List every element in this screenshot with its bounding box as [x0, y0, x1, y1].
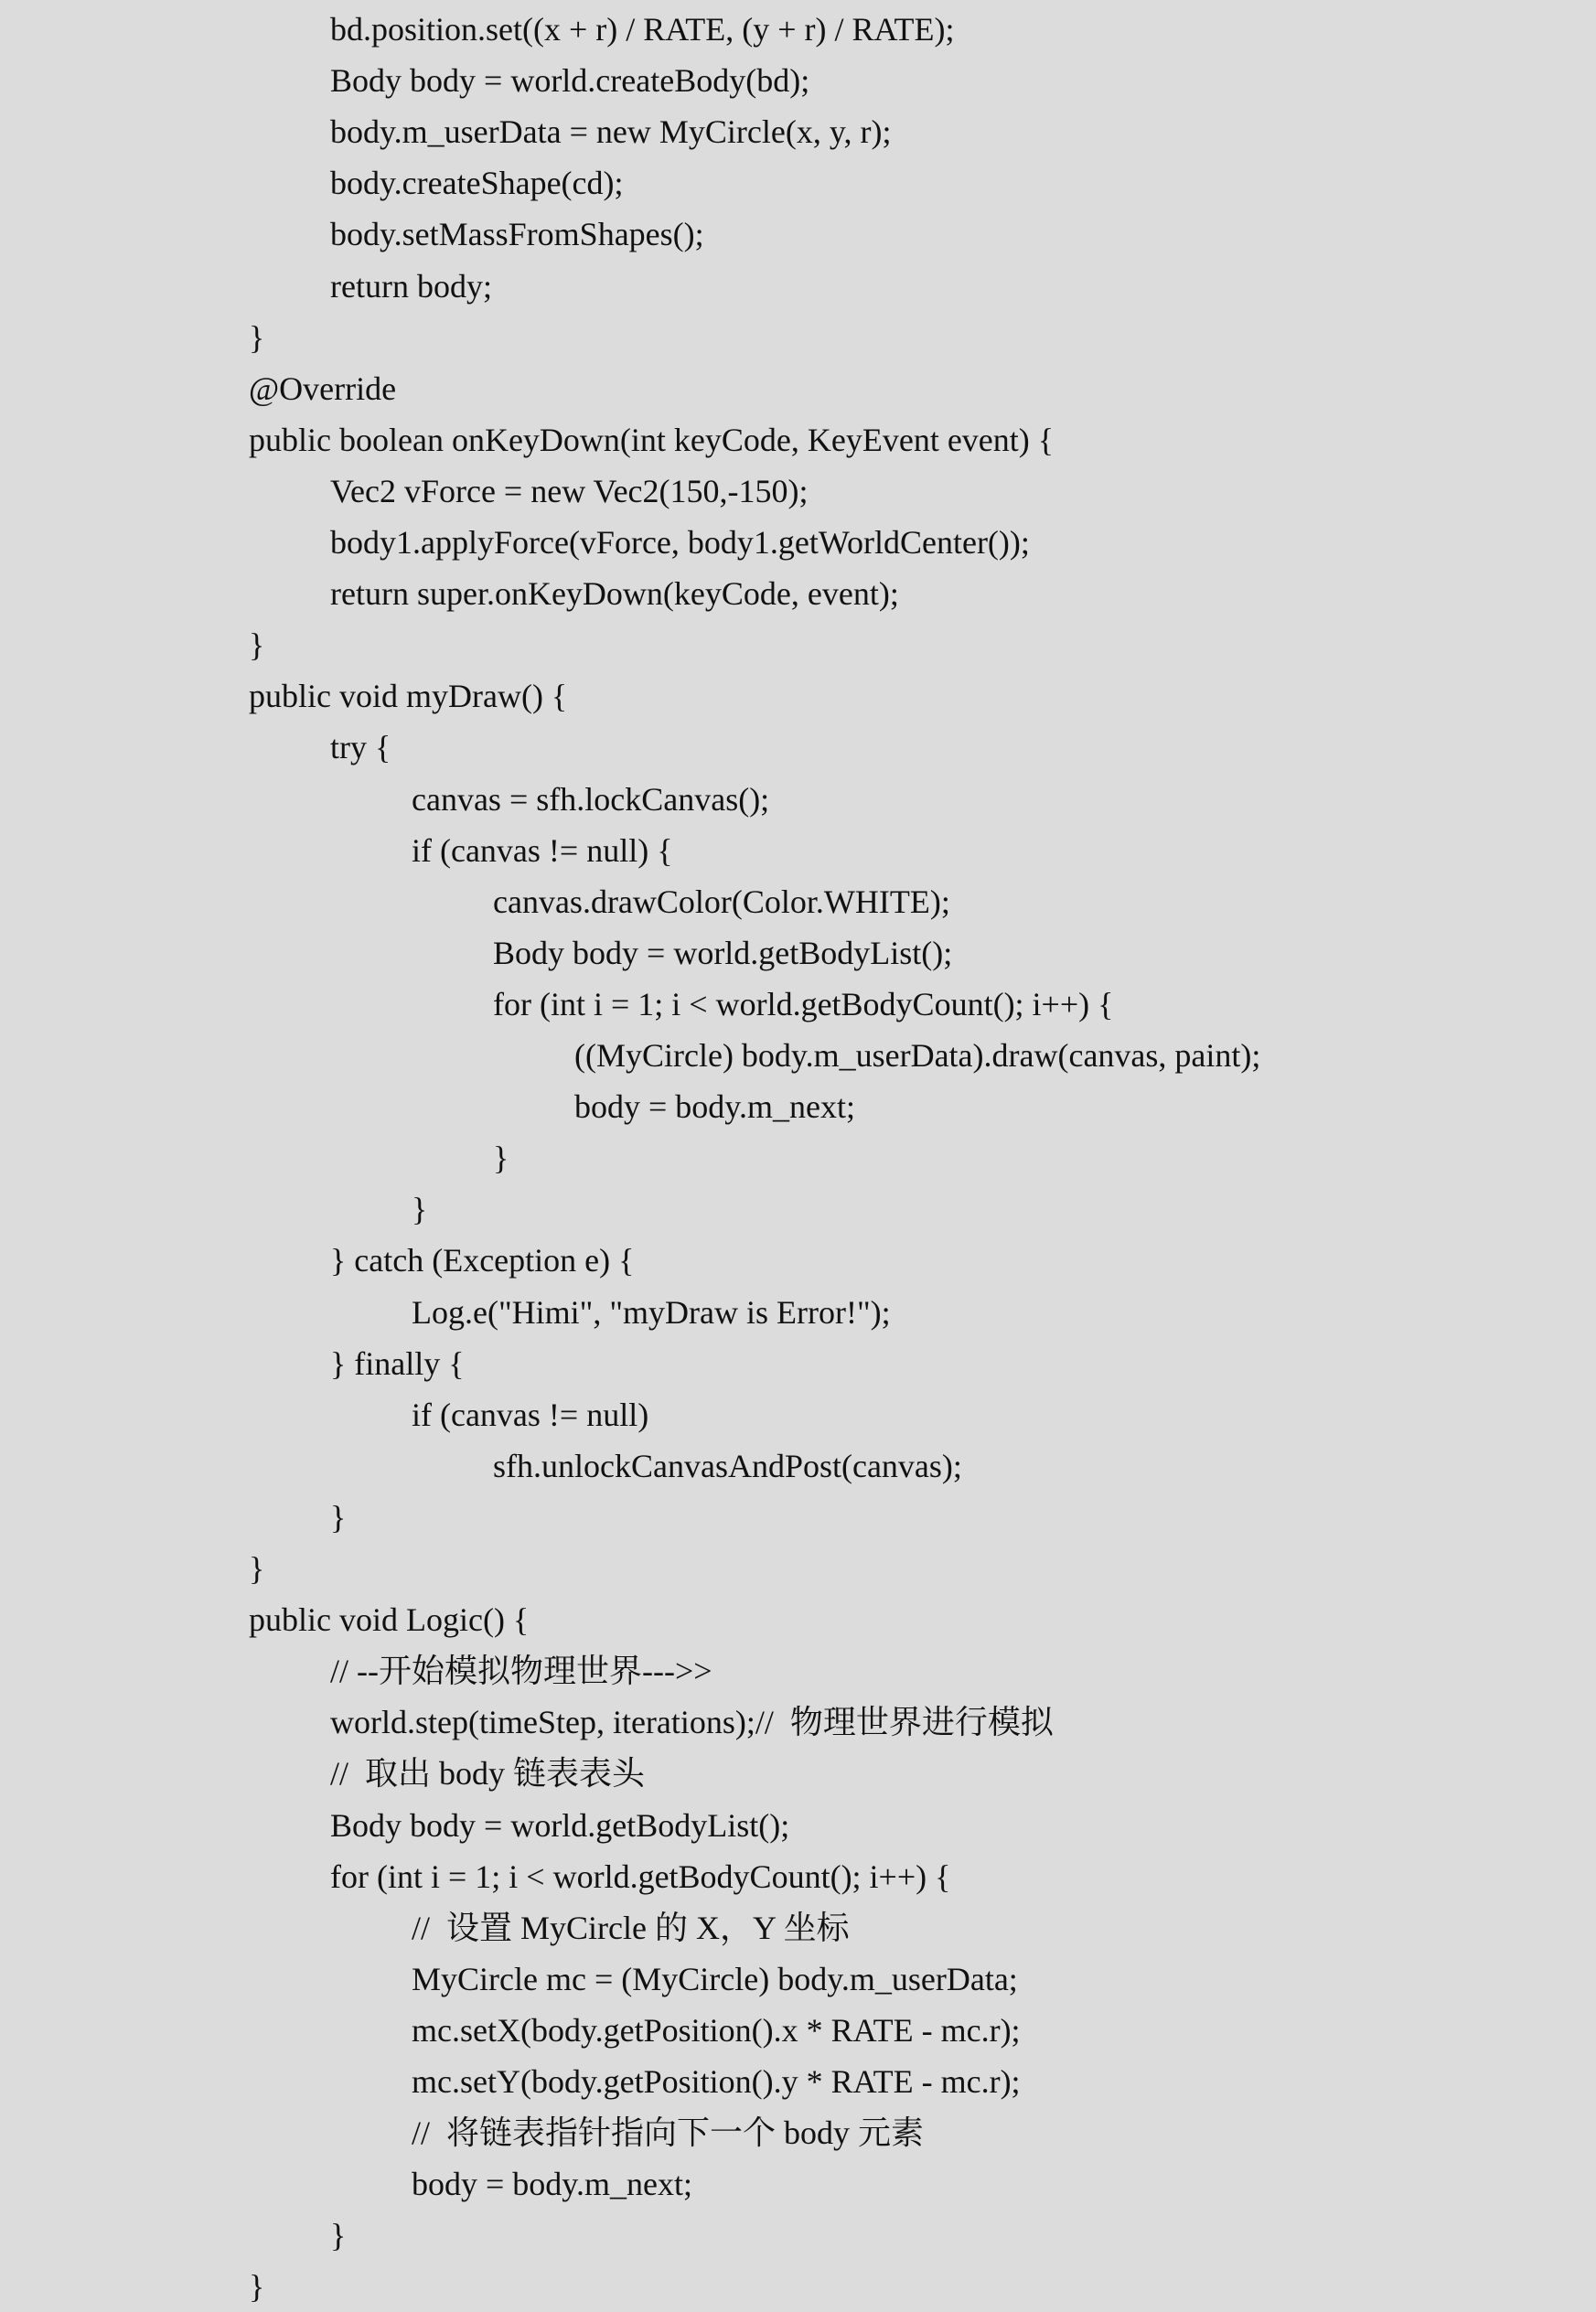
code-line: bd.position.set((x + r) / RATE, (y + r) / RATE); [330, 11, 955, 48]
code-line: } [249, 626, 265, 664]
code-line: body = body.m_next; [412, 2166, 692, 2203]
code-line: // 将链表指针指向下一个 body 元素 [412, 2114, 925, 2152]
code-line: public void myDraw() { [249, 678, 568, 715]
code-line: } finally { [330, 1344, 465, 1382]
code-line: } [249, 2268, 265, 2306]
code-line: mc.setY(body.getPosition().y * RATE - mc.r); [412, 2063, 1021, 2100]
code-line: mc.setX(body.getPosition().x * RATE - mc.r); [412, 2011, 1021, 2049]
code-line: } [330, 1498, 347, 1536]
code-line: canvas.drawColor(Color.WHITE); [493, 883, 950, 920]
code-line: ((MyCircle) body.m_userData).draw(canvas, paint); [574, 1037, 1261, 1074]
code-line: return super.onKeyDown(keyCode, event); [330, 575, 899, 613]
code-line: // 取出 body 链表表头 [330, 1755, 646, 1793]
code-line: // --开始模拟物理世界--->> [330, 1653, 712, 1690]
code-line: if (canvas != null) [412, 1396, 649, 1433]
code-line: canvas = sfh.lockCanvas(); [412, 780, 770, 818]
code-line: world.step(timeStep, iterations);// 物理世界进行模拟 [330, 1704, 1054, 1741]
code-line: Body body = world.getBodyList(); [330, 1806, 790, 1844]
code-line: Body body = world.createBody(bd); [330, 62, 810, 100]
code-line: body.setMassFromShapes(); [330, 216, 704, 253]
code-line: Log.e("Himi", "myDraw is Error!"); [412, 1293, 891, 1331]
code-line: for (int i = 1; i < world.getBodyCount(); i++) { [493, 985, 1114, 1022]
code-line: // 设置 MyCircle 的 X，Y 坐标 [412, 1909, 850, 1946]
code-line: } catch (Exception e) { [330, 1242, 635, 1279]
code-line: Vec2 vForce = new Vec2(150,-150); [330, 472, 809, 509]
code-line: } [493, 1140, 509, 1177]
code-line: } [330, 2217, 347, 2254]
code-line: if (canvas != null) { [412, 831, 673, 869]
code-line: @Override [249, 369, 397, 407]
code-line: } [249, 1550, 265, 1587]
code-line: } [412, 1191, 428, 1228]
code-line: body1.applyForce(vForce, body1.getWorldCenter()); [330, 524, 1030, 561]
code-line: } [249, 318, 265, 356]
code-line: sfh.unlockCanvasAndPost(canvas); [493, 1447, 962, 1484]
code-line: body.createShape(cd); [330, 165, 624, 202]
code-line: public void Logic() { [249, 1601, 530, 1639]
code-line: body.m_userData = new MyCircle(x, y, r); [330, 113, 892, 151]
code-line: try { [330, 729, 391, 766]
code-line: public boolean onKeyDown(int keyCode, KeyEvent event) { [249, 421, 1055, 458]
code-line: MyCircle mc = (MyCircle) body.m_userData; [412, 1960, 1018, 1997]
code-line: Body body = world.getBodyList(); [493, 934, 953, 971]
code-line: body = body.m_next; [574, 1088, 855, 1126]
code-line: return body; [330, 267, 492, 305]
code-line: for (int i = 1; i < world.getBodyCount(); i++) { [330, 1857, 951, 1895]
